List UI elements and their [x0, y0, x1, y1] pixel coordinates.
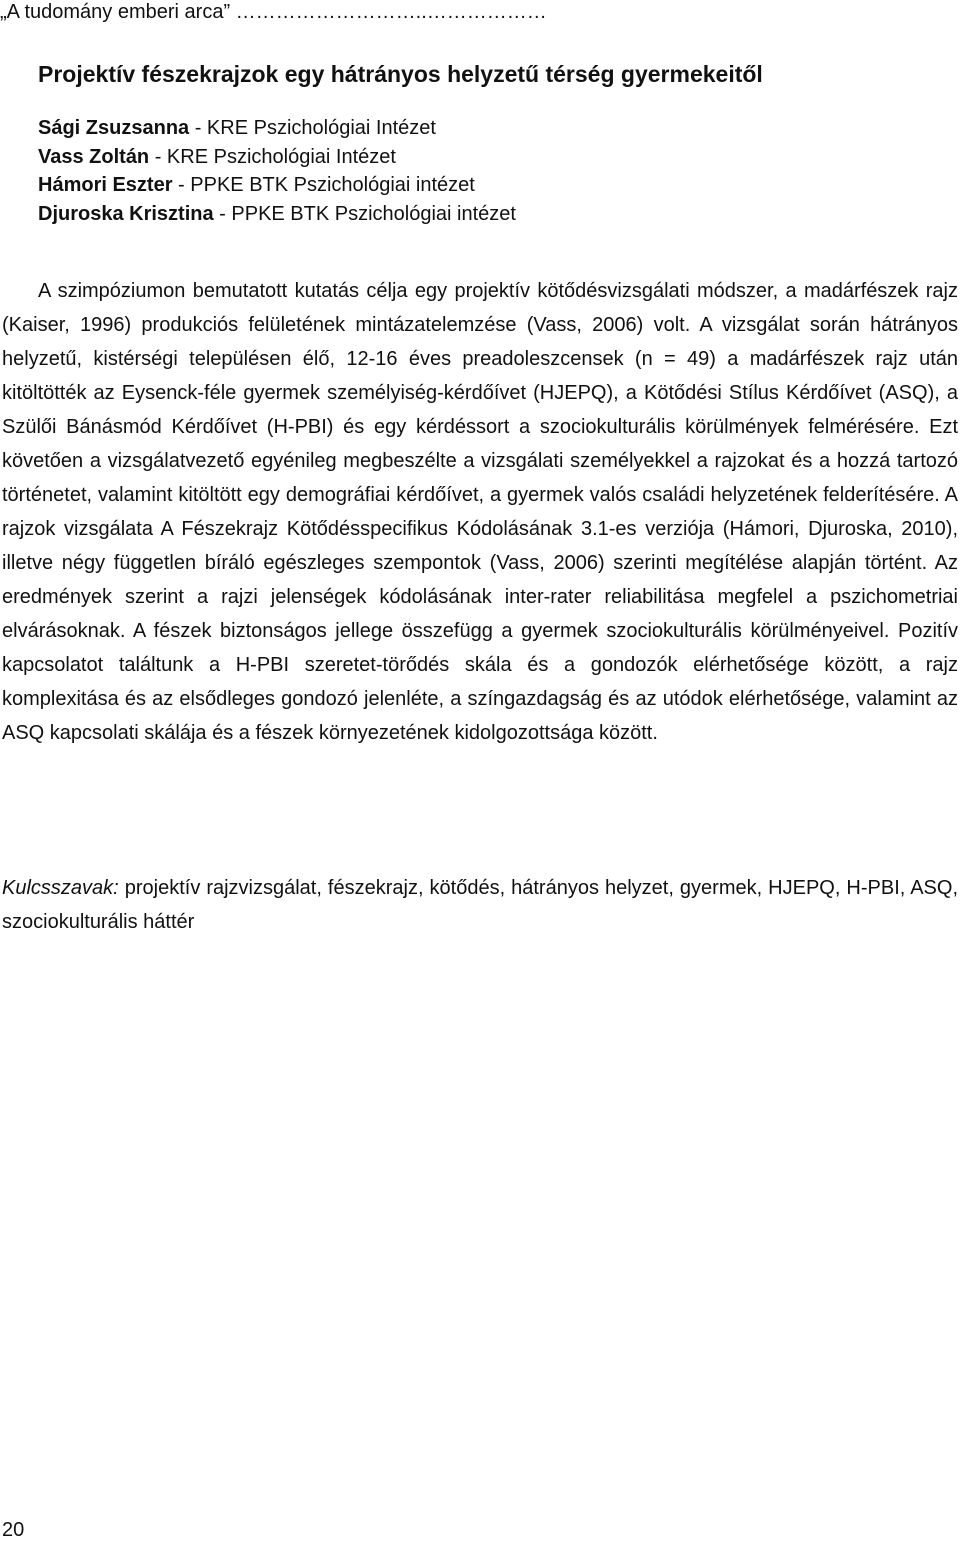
- author-line: [38, 200, 516, 229]
- abstract-paragraph: A szimpóziumon bemutatott kutatás célja egy projektív kötődésvizsgálati módszer, a madárfészek rajz (Kaiser, 1996) produkciós felületének mintázatelemzése (Vass, 2006) volt. A vizsgálat során hátrányos helyzetű, kistérségi településen élő, 12-16 éves preadoleszcensek (n = 49) a madárfészek rajz után kitöltötték az Eysenck-féle gyermek személyiség-kérdőívet (HJEPQ), a Kötődési Stílus Kérdőívet (ASQ), a Szülői Bánásmód Kérdőívet (H-PBI) és egy kérdéssort a szociokulturális körülmények felmérésére. Ezt követően a vizsgálatvezető egyénileg megbeszélte a vizsgálati személyekkel a rajzokat és a hozzá tartozó történetet, valamint kitöltött egy demográfiai kérdőívet, a gyermek valós családi helyzetének felderítésére. A rajzok vizsgálata A Fészekrajz Kötődésspecifikus Kódolásának 3.1-es verziója (Hámori, Djuroska, 2010), illetve négy független bíráló egészleges szempontok (Vass, 2006) szerinti megítélése alapján történt. Az eredmények szerint a rajzi jelenségek kódolásának inter-rater reliabilitása megfelel a pszichometriai elvárásoknak. A fészek biztonságos jellege összefügg a gyermek szociokulturális körülményeivel. Pozitív kapcsolatot találtunk a H-PBI szeretet-törődés skála és a gondozók elérhetősége között, a rajz komplexitása és az elsődleges gondozó jelenléte, a színgazdagság és az utódok elérhetősége, valamint az ASQ kapcsolati skálája és a fészek környezetének kidolgozottsága között.: [2, 280, 958, 744]
- author-name: Djuroska Krisztina: [38, 202, 214, 225]
- keywords-label: Kulcsszavak:: [2, 877, 119, 899]
- author-affiliation: - PPKE BTK Pszichológiai intézet: [213, 202, 516, 225]
- author-line: [38, 143, 516, 172]
- author-affiliation: - KRE Pszichológiai Intézet: [149, 145, 396, 168]
- author-name: Vass Zoltán: [38, 145, 150, 168]
- author-line: [38, 114, 516, 143]
- author-name: Sági Zsuzsanna: [38, 117, 190, 139]
- running-header: „A tudomány emberi arca” ………………………..………………: [0, 1, 547, 23]
- page-number: 20: [2, 1519, 25, 1541]
- author-affiliation: - KRE Pszichológiai Intézet: [189, 117, 436, 139]
- keywords-list: projektív rajzvizsgálat, fészekrajz, kötődés, hátrányos helyzet, gyermek, HJEPQ, H-PBI, ASQ, szociokulturális háttér: [2, 877, 958, 933]
- keywords-paragraph: [2, 871, 958, 939]
- article-title: Projektív fészekrajzok egy hátrányos helyzetű térség gyermekeitől: [38, 61, 763, 87]
- author-name: Hámori Eszter: [38, 174, 173, 196]
- author-list: [38, 114, 516, 228]
- author-line: [38, 171, 516, 200]
- author-affiliation: - PPKE BTK Pszichológiai intézet: [172, 174, 475, 196]
